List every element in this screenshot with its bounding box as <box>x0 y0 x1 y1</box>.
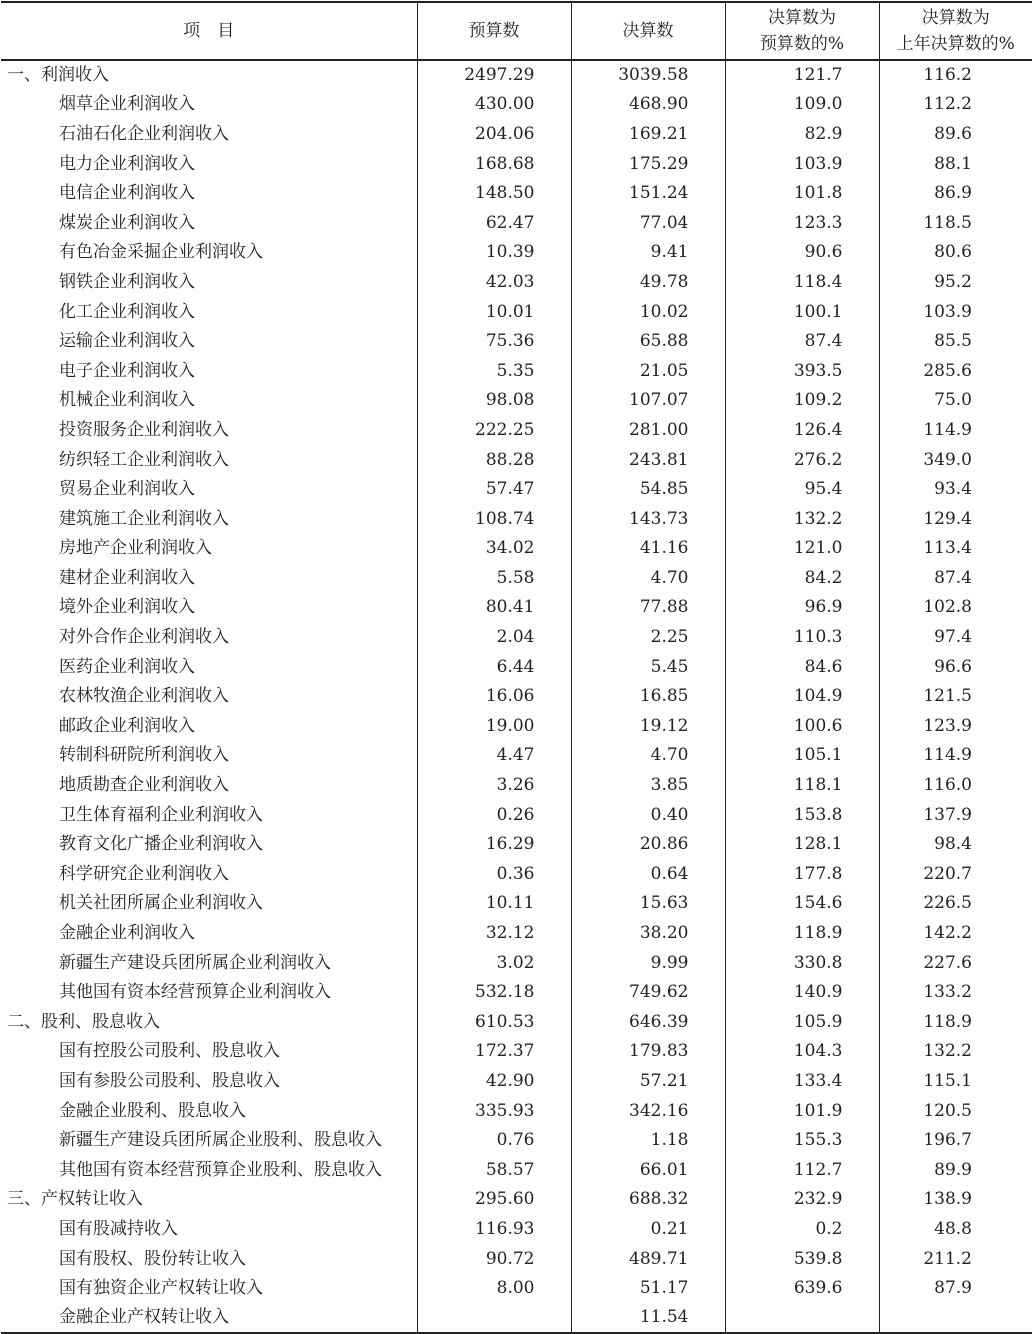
table-row <box>1 326 1032 356</box>
table-row <box>1 1096 1032 1126</box>
row-final-cell: 179.83 <box>571 1037 725 1067</box>
row-name-cell: 纺织轻工企业利润收入 <box>59 449 229 470</box>
row-pct-budget-cell: 109.2 <box>725 386 879 416</box>
row-pct-budget-cell: 118.4 <box>725 267 879 297</box>
row-name-cell: 国有独资企业产权转让收入 <box>59 1278 263 1299</box>
row-name-cell: 农林牧渔企业利润收入 <box>59 686 229 707</box>
row-final-cell: 0.21 <box>571 1214 725 1244</box>
row-budget-cell: 90.72 <box>417 1244 571 1274</box>
table-row <box>1 297 1032 327</box>
row-final-cell: 1.18 <box>571 1125 725 1155</box>
row-pct-prev-cell: 142.2 <box>879 918 1032 948</box>
row-pct-prev-cell: 98.4 <box>879 829 1032 859</box>
row-name-cell: 建筑施工企业利润收入 <box>59 508 229 529</box>
row-pct-prev-cell: 87.4 <box>879 563 1032 593</box>
row-pct-prev-cell: 129.4 <box>879 504 1032 534</box>
table-row <box>1 948 1032 978</box>
row-budget-cell: 2.04 <box>417 622 571 652</box>
row-budget-cell: 0.36 <box>417 859 571 889</box>
row-budget-cell: 0.76 <box>417 1125 571 1155</box>
row-pct-prev-cell: 123.9 <box>879 711 1032 741</box>
row-pct-prev-cell: 114.9 <box>879 415 1032 445</box>
row-final-cell: 243.81 <box>571 445 725 475</box>
row-pct-budget-cell: 126.4 <box>725 415 879 445</box>
row-budget-cell: 2497.29 <box>417 60 571 90</box>
row-pct-prev-cell: 132.2 <box>879 1037 1032 1067</box>
row-name-cell: 对外合作企业利润收入 <box>59 627 229 648</box>
table-row <box>1 681 1032 711</box>
row-final-cell: 57.21 <box>571 1066 725 1096</box>
row-pct-budget-cell: 112.7 <box>725 1155 879 1185</box>
row-pct-prev-cell: 211.2 <box>879 1244 1032 1274</box>
row-pct-prev-cell: 89.6 <box>879 119 1032 149</box>
row-final-cell: 51.17 <box>571 1273 725 1303</box>
row-pct-budget-cell: 118.9 <box>725 918 879 948</box>
table-row <box>1 563 1032 593</box>
row-pct-prev-cell: 112.2 <box>879 90 1032 120</box>
table-row <box>1 622 1032 652</box>
row-name-cell: 一、利润收入 <box>7 65 109 86</box>
table-row <box>1 356 1032 386</box>
row-pct-prev-cell: 102.8 <box>879 593 1032 623</box>
row-name-cell: 建材企业利润收入 <box>59 567 195 588</box>
table-row <box>1 593 1032 623</box>
row-final-cell: 3.85 <box>571 770 725 800</box>
row-pct-budget-cell: 177.8 <box>725 859 879 889</box>
row-final-cell: 175.29 <box>571 149 725 179</box>
row-pct-prev-cell: 96.6 <box>879 652 1032 682</box>
row-final-cell: 0.64 <box>571 859 725 889</box>
row-pct-prev-cell: 75.0 <box>879 386 1032 416</box>
row-budget-cell: 5.35 <box>417 356 571 386</box>
row-final-cell: 65.88 <box>571 326 725 356</box>
row-budget-cell: 4.47 <box>417 741 571 771</box>
row-final-cell: 11.54 <box>571 1303 725 1333</box>
row-pct-budget-cell: 330.8 <box>725 948 879 978</box>
row-name-cell: 投资服务企业利润收入 <box>59 419 229 440</box>
row-pct-prev-cell: 116.0 <box>879 770 1032 800</box>
row-final-cell: 21.05 <box>571 356 725 386</box>
row-name-cell: 二、股利、股息收入 <box>7 1011 160 1032</box>
row-pct-budget-cell: 95.4 <box>725 474 879 504</box>
row-final-cell: 54.85 <box>571 474 725 504</box>
row-name-cell: 境外企业利润收入 <box>59 597 195 618</box>
section-row <box>1 1185 1032 1215</box>
row-pct-prev-cell: 121.5 <box>879 681 1032 711</box>
row-name-cell: 三、产权转让收入 <box>7 1189 143 1210</box>
row-pct-prev-cell: 285.6 <box>879 356 1032 386</box>
table-row <box>1 859 1032 889</box>
row-pct-budget-cell: 128.1 <box>725 829 879 859</box>
row-final-cell: 688.32 <box>571 1185 725 1215</box>
table-row <box>1 1155 1032 1185</box>
table-row <box>1 889 1032 919</box>
row-final-cell: 342.16 <box>571 1096 725 1126</box>
row-pct-prev-cell: 220.7 <box>879 859 1032 889</box>
row-name-cell: 国有控股公司股利、股息收入 <box>59 1041 280 1062</box>
row-name-cell: 科学研究企业利润收入 <box>59 863 229 884</box>
row-pct-budget-cell: 101.8 <box>725 178 879 208</box>
row-pct-budget-cell: 153.8 <box>725 800 879 830</box>
row-pct-budget-cell: 101.9 <box>725 1096 879 1126</box>
row-name-cell: 有色冶金采掘企业利润收入 <box>59 242 263 263</box>
row-budget-cell: 6.44 <box>417 652 571 682</box>
row-final-cell: 19.12 <box>571 711 725 741</box>
row-pct-prev-cell: 87.9 <box>879 1273 1032 1303</box>
table-row <box>1 829 1032 859</box>
row-budget-cell: 57.47 <box>417 474 571 504</box>
table-row <box>1 208 1032 238</box>
row-pct-budget-cell: 105.9 <box>725 1007 879 1037</box>
table-row <box>1 90 1032 120</box>
table-row <box>1 504 1032 534</box>
row-name-cell: 国有参股公司股利、股息收入 <box>59 1070 280 1091</box>
row-name-cell: 新疆生产建设兵团所属企业股利、股息收入 <box>59 1130 382 1151</box>
row-final-cell: 20.86 <box>571 829 725 859</box>
table-row <box>1 445 1032 475</box>
table-row <box>1 238 1032 268</box>
row-name-cell: 机关社团所属企业利润收入 <box>59 893 263 914</box>
row-pct-prev-cell: 93.4 <box>879 474 1032 504</box>
row-name-cell: 国有股减持收入 <box>59 1218 178 1239</box>
row-name-cell: 电力企业利润收入 <box>59 153 195 174</box>
row-pct-budget-cell: 123.3 <box>725 208 879 238</box>
row-pct-budget-cell: 104.9 <box>725 681 879 711</box>
budget-table <box>1 1 1032 1334</box>
row-name-cell: 贸易企业利润收入 <box>59 479 195 500</box>
row-budget-cell: 88.28 <box>417 445 571 475</box>
table-row <box>1 770 1032 800</box>
row-budget-cell: 148.50 <box>417 178 571 208</box>
table-row <box>1 1037 1032 1067</box>
row-budget-cell: 0.26 <box>417 800 571 830</box>
row-pct-budget-cell: 82.9 <box>725 119 879 149</box>
row-budget-cell: 610.53 <box>417 1007 571 1037</box>
row-final-cell: 4.70 <box>571 563 725 593</box>
row-final-cell: 38.20 <box>571 918 725 948</box>
row-budget-cell: 34.02 <box>417 534 571 564</box>
row-final-cell: 468.90 <box>571 90 725 120</box>
row-pct-budget-cell: 140.9 <box>725 977 879 1007</box>
row-pct-prev-cell <box>879 1303 1032 1333</box>
row-final-cell: 646.39 <box>571 1007 725 1037</box>
table-row <box>1 386 1032 416</box>
row-budget-cell: 16.29 <box>417 829 571 859</box>
row-budget-cell: 532.18 <box>417 977 571 1007</box>
row-pct-budget-cell: 232.9 <box>725 1185 879 1215</box>
table-row <box>1 267 1032 297</box>
row-budget-cell: 98.08 <box>417 386 571 416</box>
row-budget-cell: 430.00 <box>417 90 571 120</box>
table-row <box>1 178 1032 208</box>
row-pct-prev-cell: 89.9 <box>879 1155 1032 1185</box>
header-final-pct-prev: 决算数为 上年决算数的% <box>879 2 1032 60</box>
row-budget-cell: 16.06 <box>417 681 571 711</box>
section-row <box>1 60 1032 90</box>
table-row <box>1 1273 1032 1303</box>
row-final-cell: 41.16 <box>571 534 725 564</box>
row-pct-prev-cell: 138.9 <box>879 1185 1032 1215</box>
row-pct-budget-cell: 393.5 <box>725 356 879 386</box>
row-pct-budget-cell: 100.6 <box>725 711 879 741</box>
row-budget-cell: 32.12 <box>417 918 571 948</box>
row-pct-budget-cell: 155.3 <box>725 1125 879 1155</box>
row-pct-prev-cell: 48.8 <box>879 1214 1032 1244</box>
row-name-cell: 金融企业股利、股息收入 <box>59 1100 246 1121</box>
row-budget-cell: 5.58 <box>417 563 571 593</box>
row-name-cell: 机械企业利润收入 <box>59 390 195 411</box>
row-pct-prev-cell: 120.5 <box>879 1096 1032 1126</box>
row-name-cell: 煤炭企业利润收入 <box>59 212 195 233</box>
header-final: 决算数 <box>571 2 725 60</box>
row-pct-budget-cell: 118.1 <box>725 770 879 800</box>
row-pct-budget-cell: 84.2 <box>725 563 879 593</box>
row-pct-budget-cell: 105.1 <box>725 741 879 771</box>
row-pct-budget-cell: 90.6 <box>725 238 879 268</box>
row-name-cell: 医药企业利润收入 <box>59 656 195 677</box>
table-row <box>1 1214 1032 1244</box>
row-name-cell: 金融企业利润收入 <box>59 923 195 944</box>
row-name-cell: 国有股权、股份转让收入 <box>59 1248 246 1269</box>
row-budget-cell <box>417 1303 571 1333</box>
row-budget-cell: 222.25 <box>417 415 571 445</box>
row-name-cell: 烟草企业利润收入 <box>59 94 195 115</box>
row-budget-cell: 42.03 <box>417 267 571 297</box>
row-final-cell: 10.02 <box>571 297 725 327</box>
row-budget-cell: 116.93 <box>417 1214 571 1244</box>
header-row <box>1 2 1032 60</box>
row-final-cell: 16.85 <box>571 681 725 711</box>
row-pct-prev-cell: 114.9 <box>879 741 1032 771</box>
table-row <box>1 1303 1032 1333</box>
table-row <box>1 474 1032 504</box>
table-row <box>1 1244 1032 1274</box>
table-row <box>1 918 1032 948</box>
row-final-cell: 15.63 <box>571 889 725 919</box>
row-final-cell: 0.40 <box>571 800 725 830</box>
row-pct-budget-cell: 639.6 <box>725 1273 879 1303</box>
row-name-cell: 其他国有资本经营预算企业股利、股息收入 <box>59 1159 382 1180</box>
header-budget: 预算数 <box>417 2 571 60</box>
table-row <box>1 741 1032 771</box>
table-row <box>1 652 1032 682</box>
row-name-cell: 新疆生产建设兵团所属企业利润收入 <box>59 952 331 973</box>
row-name-cell: 教育文化广播企业利润收入 <box>59 834 263 855</box>
row-final-cell: 77.88 <box>571 593 725 623</box>
row-pct-budget-cell: 104.3 <box>725 1037 879 1067</box>
row-final-cell: 49.78 <box>571 267 725 297</box>
row-budget-cell: 10.11 <box>417 889 571 919</box>
row-pct-budget-cell: 154.6 <box>725 889 879 919</box>
section-row <box>1 1007 1032 1037</box>
row-pct-prev-cell: 115.1 <box>879 1066 1032 1096</box>
table-row <box>1 149 1032 179</box>
table-body <box>1 60 1032 1333</box>
row-final-cell: 9.41 <box>571 238 725 268</box>
row-budget-cell: 204.06 <box>417 119 571 149</box>
row-pct-budget-cell: 276.2 <box>725 445 879 475</box>
row-budget-cell: 19.00 <box>417 711 571 741</box>
row-name-cell: 运输企业利润收入 <box>59 331 195 352</box>
table-row <box>1 415 1032 445</box>
row-final-cell: 151.24 <box>571 178 725 208</box>
table-row <box>1 977 1032 1007</box>
row-pct-prev-cell: 116.2 <box>879 60 1032 90</box>
row-pct-prev-cell: 118.9 <box>879 1007 1032 1037</box>
table-row <box>1 119 1032 149</box>
row-pct-prev-cell: 97.4 <box>879 622 1032 652</box>
row-final-cell: 489.71 <box>571 1244 725 1274</box>
row-name-cell: 房地产企业利润收入 <box>59 538 212 559</box>
row-name-cell: 转制科研院所利润收入 <box>59 745 229 766</box>
row-budget-cell: 295.60 <box>417 1185 571 1215</box>
row-budget-cell: 108.74 <box>417 504 571 534</box>
row-pct-prev-cell: 85.5 <box>879 326 1032 356</box>
row-pct-budget-cell: 87.4 <box>725 326 879 356</box>
row-budget-cell: 42.90 <box>417 1066 571 1096</box>
row-pct-prev-cell: 113.4 <box>879 534 1032 564</box>
row-budget-cell: 8.00 <box>417 1273 571 1303</box>
row-budget-cell: 3.26 <box>417 770 571 800</box>
row-pct-budget-cell: 121.0 <box>725 534 879 564</box>
row-pct-budget-cell: 84.6 <box>725 652 879 682</box>
row-pct-prev-cell: 196.7 <box>879 1125 1032 1155</box>
row-pct-budget-cell: 133.4 <box>725 1066 879 1096</box>
row-pct-prev-cell: 95.2 <box>879 267 1032 297</box>
row-name-cell: 其他国有资本经营预算企业利润收入 <box>59 982 331 1003</box>
row-name-cell: 化工企业利润收入 <box>59 301 195 322</box>
row-budget-cell: 75.36 <box>417 326 571 356</box>
row-budget-cell: 3.02 <box>417 948 571 978</box>
row-pct-prev-cell: 103.9 <box>879 297 1032 327</box>
row-pct-budget-cell: 132.2 <box>725 504 879 534</box>
row-pct-prev-cell: 349.0 <box>879 445 1032 475</box>
row-pct-budget-cell: 109.0 <box>725 90 879 120</box>
row-final-cell: 77.04 <box>571 208 725 238</box>
row-budget-cell: 62.47 <box>417 208 571 238</box>
table-row <box>1 1125 1032 1155</box>
row-pct-prev-cell: 226.5 <box>879 889 1032 919</box>
row-pct-budget-cell: 110.3 <box>725 622 879 652</box>
row-final-cell: 9.99 <box>571 948 725 978</box>
row-budget-cell: 335.93 <box>417 1096 571 1126</box>
row-final-cell: 169.21 <box>571 119 725 149</box>
row-budget-cell: 10.39 <box>417 238 571 268</box>
row-final-cell: 4.70 <box>571 741 725 771</box>
row-final-cell: 143.73 <box>571 504 725 534</box>
row-name-cell: 邮政企业利润收入 <box>59 715 195 736</box>
row-pct-prev-cell: 118.5 <box>879 208 1032 238</box>
row-final-cell: 3039.58 <box>571 60 725 90</box>
row-budget-cell: 80.41 <box>417 593 571 623</box>
header-item: 项 目 <box>1 2 417 60</box>
row-pct-budget-cell: 103.9 <box>725 149 879 179</box>
row-final-cell: 5.45 <box>571 652 725 682</box>
row-final-cell: 66.01 <box>571 1155 725 1185</box>
table-header <box>1 2 1032 60</box>
row-final-cell: 749.62 <box>571 977 725 1007</box>
table-row <box>1 711 1032 741</box>
row-pct-budget-cell: 96.9 <box>725 593 879 623</box>
header-final-pct-budget: 决算数为 预算数的% <box>725 2 879 60</box>
row-pct-budget-cell: 539.8 <box>725 1244 879 1274</box>
table-row <box>1 800 1032 830</box>
row-budget-cell: 168.68 <box>417 149 571 179</box>
row-pct-prev-cell: 133.2 <box>879 977 1032 1007</box>
row-pct-budget-cell: 121.7 <box>725 60 879 90</box>
table-row <box>1 534 1032 564</box>
row-final-cell: 281.00 <box>571 415 725 445</box>
row-pct-prev-cell: 86.9 <box>879 178 1032 208</box>
table-row <box>1 1066 1032 1096</box>
row-budget-cell: 172.37 <box>417 1037 571 1067</box>
row-pct-prev-cell: 80.6 <box>879 238 1032 268</box>
row-name-cell: 石油石化企业利润收入 <box>59 123 229 144</box>
row-name-cell: 金融企业产权转让收入 <box>1 1303 417 1333</box>
row-budget-cell: 58.57 <box>417 1155 571 1185</box>
row-name-cell: 钢铁企业利润收入 <box>59 271 195 292</box>
row-pct-prev-cell: 137.9 <box>879 800 1032 830</box>
row-name-cell: 地质勘查企业利润收入 <box>59 775 229 796</box>
row-pct-budget-cell: 100.1 <box>725 297 879 327</box>
row-name-cell: 电信企业利润收入 <box>59 183 195 204</box>
row-name-cell: 卫生体育福利企业利润收入 <box>59 804 263 825</box>
row-name-cell: 电子企业利润收入 <box>59 360 195 381</box>
row-pct-budget-cell <box>725 1303 879 1333</box>
row-final-cell: 107.07 <box>571 386 725 416</box>
row-pct-prev-cell: 227.6 <box>879 948 1032 978</box>
row-final-cell: 2.25 <box>571 622 725 652</box>
row-pct-prev-cell: 88.1 <box>879 149 1032 179</box>
row-pct-budget-cell: 0.2 <box>725 1214 879 1244</box>
row-budget-cell: 10.01 <box>417 297 571 327</box>
